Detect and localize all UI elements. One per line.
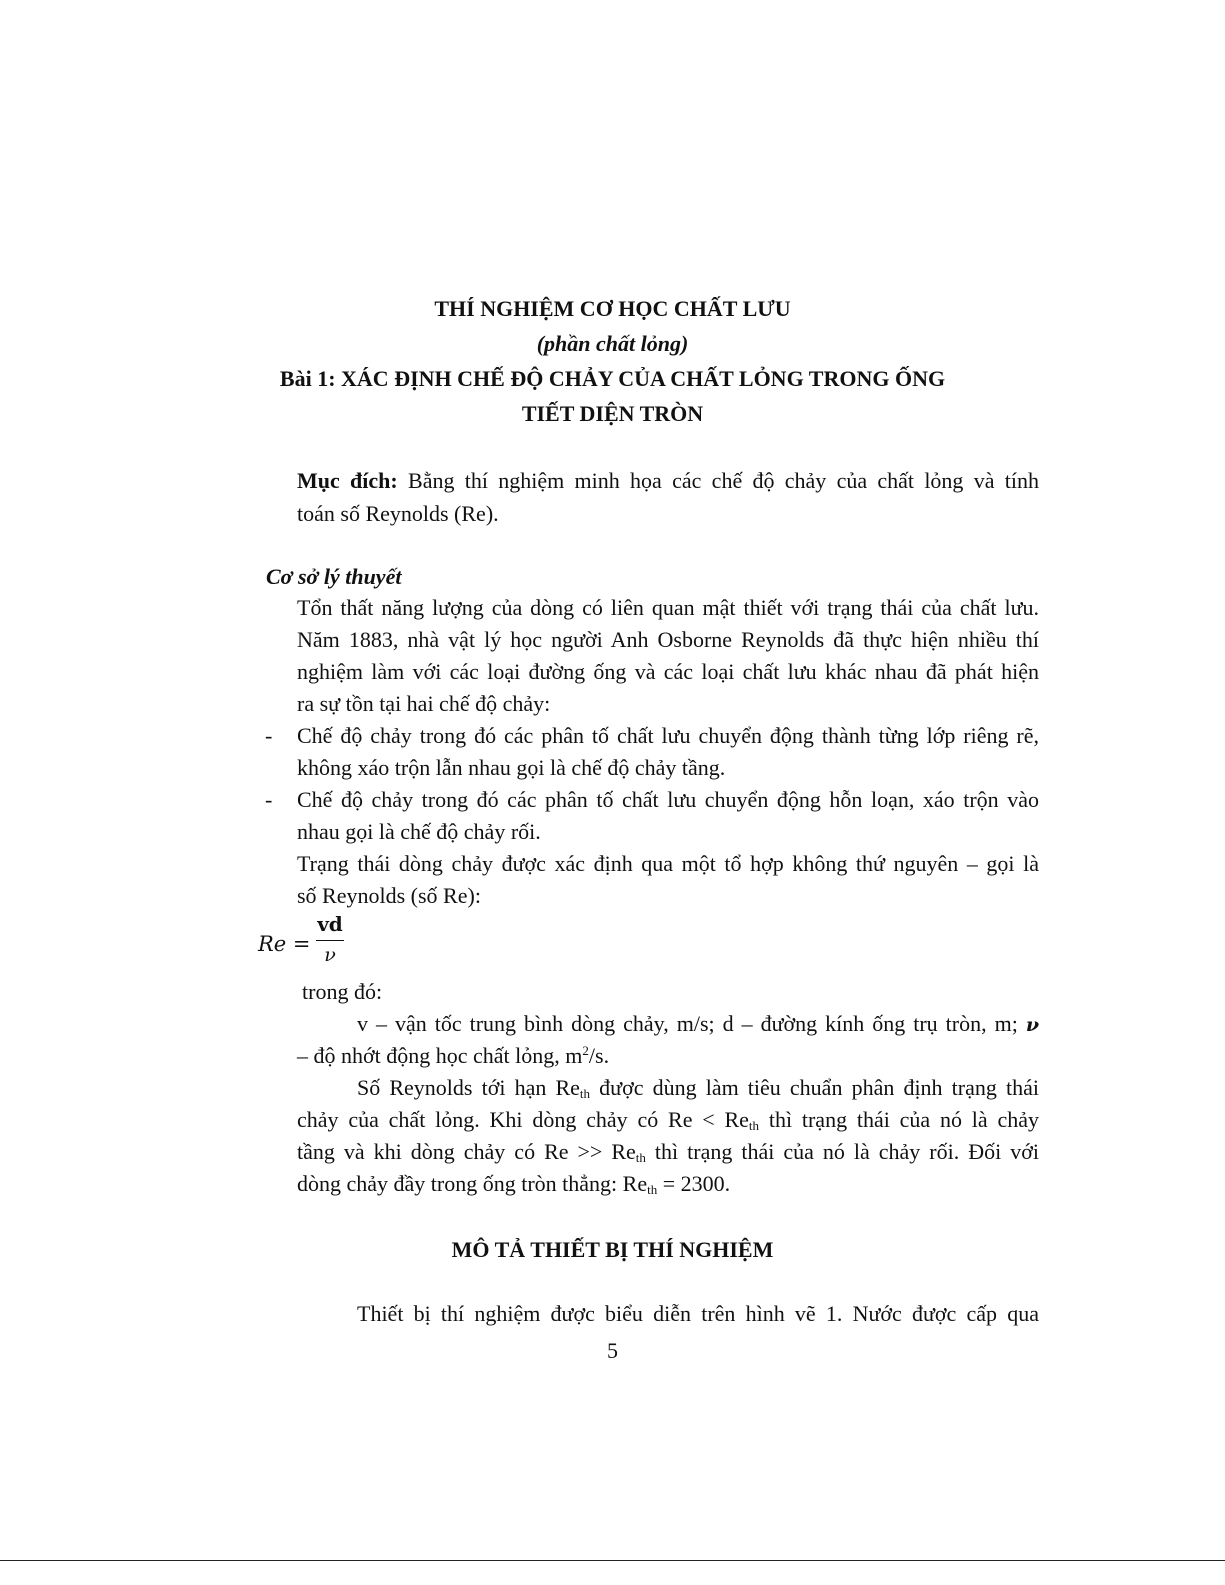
critical-line2 (297, 1107, 1039, 1134)
lesson-title-line2: TIẾT DIỆN TRÒN (521, 401, 704, 426)
nu-symbol: ν (1025, 1014, 1039, 1036)
subscript-th: th (647, 1182, 658, 1197)
critical-text-3b: thì trạng thái của nó là chảy rối. Đối với (654, 1139, 1039, 1164)
purpose-label: Mục đích: (297, 468, 398, 493)
theory-heading: Cơ sở lý thuyết (266, 564, 402, 589)
critical-line3 (297, 1139, 1039, 1166)
bullet-marker-1: - (265, 723, 273, 748)
equipment-heading: MÔ TẢ THIẾT BỊ THÍ NGHIỆM (451, 1237, 774, 1262)
where-label: trong đó: (302, 979, 383, 1004)
purpose-text-1: Bằng thí nghiệm minh họa các chế độ chảy của chất lỏng và tính (408, 468, 1039, 493)
critical-text-1a: Số Reynolds tới hạn Re (357, 1075, 580, 1100)
bottom-divider (0, 1560, 1225, 1561)
document-title: THÍ NGHIỆM CƠ HỌC CHẤT LƯU (434, 296, 791, 321)
theory-p1-line2: Năm 1883, nhà vật lý học người Anh Osborne Reynolds đã thực hiện nhiều thí (297, 627, 1039, 652)
critical-text-1b: được dùng làm tiêu chuẩn phân định trạng thái (599, 1075, 1039, 1100)
critical-text-2a: chảy của chất lỏng. Khi dòng chảy có Re < Re (297, 1107, 749, 1132)
formula-fraction (316, 912, 344, 966)
bullet1-line2: không xáo trộn lẫn nhau gọi là chế độ chảy tầng. (297, 755, 726, 780)
page-number: 5 (607, 1338, 618, 1363)
theory-p1-line1: Tổn thất năng lượng của dòng có liên quan mật thiết với trạng thái của chất lưu. (297, 595, 1039, 620)
definition-line2 (297, 1043, 609, 1069)
purpose-line2: toán số Reynolds (Re). (297, 501, 499, 526)
document-subtitle: (phần chất lỏng) (536, 331, 689, 356)
bullet2-line1: Chế độ chảy trong đó các phân tố chất lưu chuyển động hỗn loạn, xáo trộn vào (297, 787, 1039, 812)
critical-text-4a: dòng chảy đầy trong ống tròn thẳng: Re (297, 1171, 648, 1196)
purpose-line1 (297, 468, 1039, 494)
subscript-th: th (635, 1150, 646, 1165)
superscript-2: 2 (582, 1043, 589, 1058)
theory-p1-line4: ra sự tồn tại hai chế độ chảy: (297, 691, 551, 716)
critical-text-3a: tầng và khi dòng chảy có Re >> Re (297, 1139, 636, 1164)
theory-p2-line1: Trạng thái dòng chảy được xác định qua một tổ hợp không thứ nguyên – gọi là (297, 851, 1039, 876)
theory-p1-line3: nghiệm làm với các loại đường ống và các loại chất lưu khác nhau đã phát hiện (297, 659, 1039, 684)
bullet2-line2: nhau gọi là chế độ chảy rối. (297, 819, 541, 844)
definition-viscosity: – độ nhớt động học chất lỏng, m (297, 1043, 583, 1068)
bullet1-line1: Chế độ chảy trong đó các phân tố chất lưu chuyển động thành từng lớp riêng rẽ, (297, 723, 1039, 748)
theory-p2-line2: số Reynolds (số Re): (297, 883, 481, 908)
formula-denominator: ν (324, 944, 336, 966)
formula-numerator: vd (317, 912, 343, 936)
bullet-marker-2: - (265, 787, 273, 812)
definition-text: v – vận tốc trung bình dòng chảy, m/s; d – đường kính ống trụ tròn, m; (357, 1011, 1018, 1036)
critical-line1 (357, 1075, 1039, 1102)
subscript-th: th (579, 1086, 591, 1101)
subscript-th: th (748, 1118, 760, 1133)
lesson-title-line1: Bài 1: XÁC ĐỊNH CHẾ ĐỘ CHẢY CỦA CHẤT LỎNG TRONG ỐNG (279, 366, 946, 391)
critical-text-4b: = 2300. (662, 1171, 731, 1196)
definition-unit: /s. (588, 1043, 610, 1068)
equipment-line1: Thiết bị thí nghiệm được biểu diễn trên hình vẽ 1. Nước được cấp qua (357, 1301, 1039, 1326)
definition-line1 (357, 1011, 1039, 1037)
critical-text-2b: thì trạng thái của nó là chảy (768, 1107, 1039, 1132)
formula-lhs: Re = (258, 932, 311, 956)
critical-line4 (297, 1171, 730, 1198)
fraction-bar (316, 940, 344, 941)
